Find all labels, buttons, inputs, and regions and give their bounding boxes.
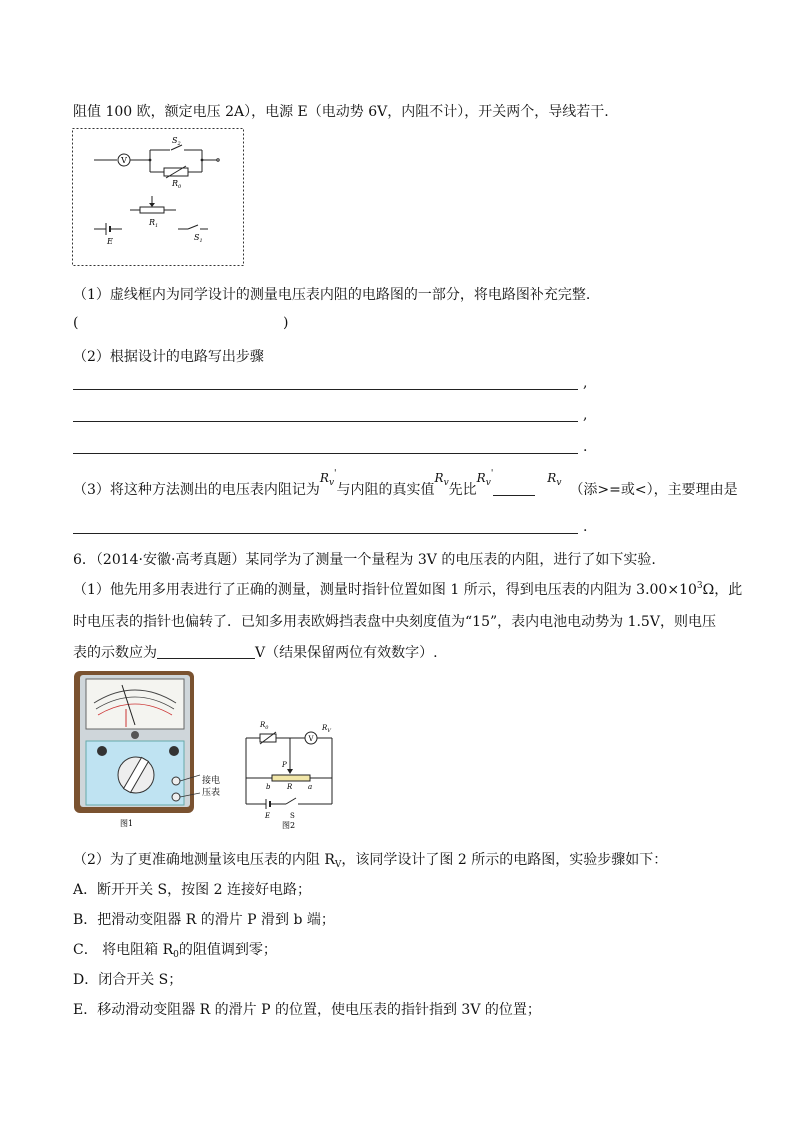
svg-text:压表: 压表 (202, 788, 221, 798)
svg-text:P: P (282, 761, 287, 769)
svg-text:E: E (107, 237, 113, 246)
meter-dial-face (86, 679, 184, 729)
step-d: D．闭合开关 S； (73, 972, 183, 988)
fig2-resistor-box-r0 (259, 721, 276, 744)
battery-e (94, 223, 122, 246)
rheostat-r1 (130, 196, 176, 229)
answer-line-1-punct: , (583, 375, 588, 391)
problem-6-part1-line3: 表的示数应为 V（结果保留两位有效数字）. (73, 645, 438, 661)
svg-text:V: V (308, 735, 314, 743)
reason-answer-line[interactable] (73, 533, 578, 534)
answer-line-2-punct: , (583, 407, 588, 423)
problem-6-heading: 6．（2014·安徽·高考真题）某同学为了测量一个量程为 3V 的电压表的内阻，进行了如下实验. (73, 552, 656, 568)
svg-text:S: S (290, 812, 295, 820)
answer-line-3-punct: . (583, 439, 588, 455)
answer-line-2[interactable] (73, 421, 578, 422)
fig2-voltmeter (305, 724, 332, 744)
svg-text:R: R (287, 783, 293, 791)
svg-text:b: b (266, 783, 271, 791)
fig2-rheostat (246, 738, 312, 791)
fig2-battery (264, 799, 270, 820)
fig2-switch (286, 798, 332, 820)
step-a: A．断开开关 S，按图 2 连接好电路； (73, 882, 311, 898)
step-e: E．移动滑动变阻器 R 的滑片 P 的位置，使电压表的指针指到 3V 的位置； (73, 1002, 541, 1018)
svg-text:V: V (121, 156, 127, 165)
step-b: B．把滑动变阻器 R 的滑片 P 滑到 b 端； (73, 912, 335, 928)
circuit-diagram-1 (72, 128, 244, 266)
svg-text:RV: $R_V$ (322, 724, 331, 734)
q3-suffix: （添>=或<），主要理由是 (569, 482, 738, 498)
q3-prefix: （3）将这种方法测出的电压表内阻记为 (73, 482, 320, 498)
symbol-rv-measured-2: $R_v'$ (476, 469, 494, 488)
reason-line-punct: . (583, 519, 588, 535)
svg-text:R0: $R_0$ (260, 721, 269, 731)
problem-6-part1-line1: （1）他先用多用表进行了正确的测量，测量时指针位置如图 1 所示，得到电压表的内阻为 $3.00\times 10^3\Omega$，此 (73, 581, 743, 598)
answer-line-1[interactable] (73, 389, 578, 390)
svg-text:S2: $S_2$ (172, 136, 181, 147)
q3-mid1: 与内阻的真实值 (336, 482, 435, 498)
svg-text:E: E (265, 812, 271, 820)
question-2-text: （2）根据设计的电路写出步骤 (73, 349, 264, 365)
svg-text:图2: 图2 (282, 821, 296, 830)
step-c: C． 将电阻箱 $R_0$的阻值调到零； (73, 942, 277, 960)
problem-6-part1-line2: 时电压表的指针也偏转了．已知多用表欧姆挡表盘中央刻度值为“15”，表内电池电动势为 1.5V，则电压 (73, 614, 716, 630)
answer-paren-close: ) (283, 315, 289, 331)
figure-1-multimeter (72, 669, 232, 829)
compare-blank[interactable] (493, 481, 535, 496)
svg-text:R0: $R_0$ (172, 179, 182, 190)
question-3-text (73, 469, 738, 500)
svg-text:S1: $S_1$ (194, 233, 203, 244)
answer-paren-open: ( (73, 315, 79, 331)
switch-s2 (150, 136, 202, 150)
question-1-text: （1）虚线框内为同学设计的测量电压表内阻的电路图的一部分，将电路图补充完整. (73, 287, 591, 303)
part-2-intro: （2）为了更准确地测量该电压表的内阻 $R_V$，该同学设计了图 2 所示的电路图，实验步骤如下： (73, 852, 668, 870)
intro-text: 阻值 100 欧，额定电压 2A），电源 E（电动势 6V，内阻不计），开关两个，导线若干. (73, 104, 609, 120)
svg-text:图1: 图1 (120, 819, 134, 828)
switch-s1 (178, 225, 208, 244)
q3-mid2: 先比 (448, 482, 477, 498)
resistor-box-r0 (150, 166, 202, 190)
svg-text:接电: 接电 (202, 776, 221, 786)
voltage-reading-blank[interactable] (157, 644, 255, 659)
voltmeter-symbol (118, 154, 130, 166)
symbol-rv-measured: $R_v'$ (319, 469, 337, 488)
svg-text:a: a (308, 783, 313, 791)
range-selector-knob (118, 757, 154, 793)
answer-line-3[interactable] (73, 453, 578, 454)
svg-text:R1: $R_1$ (149, 218, 159, 229)
figure-2-circuit (238, 716, 342, 830)
symbol-rv-true-2: $R_v$ (547, 471, 562, 488)
symbol-rv-true: $R_v$ (434, 471, 449, 488)
